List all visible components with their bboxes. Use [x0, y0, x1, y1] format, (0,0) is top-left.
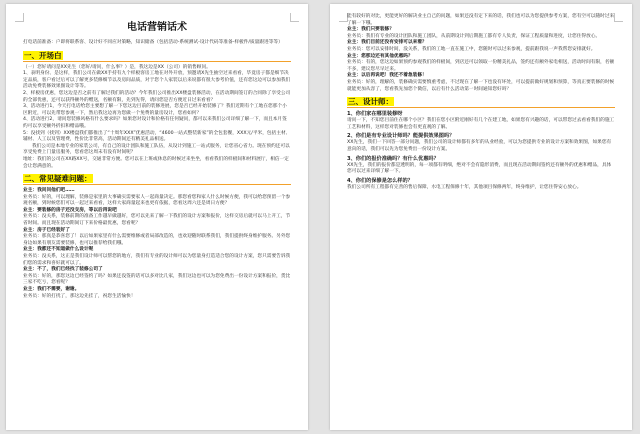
- answer: 业务员：我们有专业的设计团队和施工团队，从前期设计到后期施工都有专人负责，保证工程质量和进度，让您住得放心。: [347, 33, 601, 39]
- question: 业主：房子已经装好了: [23, 227, 70, 233]
- answer: 业务员：有的，您这边如果预约参观我们的样板间，到店还可以领取一份精美礼品，签约还有额外家电相送，活动时间有限，名额不多，建议您尽早过来。: [347, 60, 615, 72]
- document-page-1: [6, 4, 308, 430]
- question: 业主：要装修的房子还没交房，等以后再说吧: [23, 207, 117, 213]
- section-heading-faq: 二、常见疑难问题：: [23, 174, 291, 185]
- intro-paragraph: 打电话前准备：户即将联系客、设计好不同应对策略，知识储备（包括活动-系统测试-设计代码等准备-样板件/质量跟进等等）: [23, 40, 283, 45]
- answer: 业务员：那真是恭喜您了！以后如果家里有什么需要维修或者局部改造的，也欢迎随时联系我们，我们提供终身维护服务。另外您身边如果有朋友需要装修，也可以推荐给我们哦。: [23, 234, 291, 246]
- designer-question-3: 3、你们的报价准确吗？有什么优惠吗？: [347, 155, 439, 162]
- opening-point-5: 5：没找到（找到）XX楼盘我们都推出了“十周年XXX”优惠活动，“4600一站式整装新家”的全包套餐，XXX元/平米，包括主材、辅材、人工以及管理费，性价比非常高，活动期间还有精美礼品相送。: [23, 130, 291, 143]
- document-page-2: [330, 4, 632, 430]
- section-heading-designer: 三、设计师：: [347, 97, 615, 108]
- crop-mark: [15, 13, 24, 22]
- continued-paragraph: 能有较好的对比，更能更好的解决业主自己的问题，如果还没有定下来的话，我们也可以为您提供参考方案，您有空可以随时过来了解一下哦。: [347, 14, 615, 26]
- address-paragraph: 地址：我们的公司在XX路XX号，交通非常方便。您可以在上班或休息的时候过来坐坐，看看我们的样板间和材料展厅，相信一定会让您满意的。: [23, 156, 289, 169]
- question: 业主：以后再说吧！我还不着急装修！: [347, 73, 427, 79]
- answer: 业务员：没关系，这正是我们设计师可以帮您的地方，我们有专业的设计师可以为您量身打造适合您的设计方案，您只需要告诉我们您的需求和喜好就可以了。: [23, 254, 291, 266]
- opening-point-2: 2、样板房优惠，您这边是否之前有了解过我们的活动？今年我们公司推出XX楼盘装修活动，在活动期间签订的合同除了享受公司的全部优惠，还可以获得额外的赠送，名额有限，先到先得，请问您是否方便近日过来看看？: [23, 90, 291, 103]
- answer: 业务员：好的打扰了，那这边先挂了，祝您生活愉快！: [23, 293, 136, 299]
- question: 业主：我们不需要，谢谢。: [23, 287, 80, 292]
- answer: 业务员：好的，理解的，装修确实需要慎重考虑，不过现在了解一下也没有坏处，可以提前做好规划和预算，等真正要装修的时候就能更加从容了，您看我先加您个微信，以后有什么活动第一时间通知您好吗？: [347, 79, 615, 92]
- question: 业主：不了，我们已经找了装修公司了: [23, 267, 103, 273]
- crop-mark: [290, 13, 299, 22]
- question: 业主：我们目前还没有安排可以来看？: [347, 40, 427, 46]
- designer-question-2: 2、你们是有专业设计师吗？能提供效果图吗？: [347, 133, 455, 140]
- answer: 业务员：没关系，装修前期的准备工作越早做越好，您可以先来了解一下我们的设计方案和报价，这样交房后就可以马上开工，节省时间。而且现在活动期间订下来价格最优惠，您看呢？: [23, 214, 291, 227]
- designer-answer-4: 我们公司所有工程都有完善的售后保障，水电工程保修十年，其他项目保修两年，终身维护，让您住得安心放心。: [347, 184, 582, 190]
- question: 业主：我问问他们吧……: [23, 188, 75, 194]
- answer: 业务员：您可以安排时间，没关系，我们的工地一直在施工中，您随时可以过来参观，提前跟我说一声我帮您安排就好。: [347, 46, 596, 52]
- opening-point-3: 3、活动进行1，今天打电话给您主要想了解一下您这边目前的装修进展，您是否已经开始装修了？我们近期有个工地在您那个小区附近，可以先带您参观一下，然后我这边再为您做一个免费的量房设计，您看如何？: [23, 104, 287, 116]
- designer-answer-3: XX先生，我们的报价都是透明的，每一项都有明细，绝对不会有隐形消费，而且现在活动期间签约还有额外的优惠和赠品，具体您可以过来详细了解一下。: [347, 162, 612, 175]
- designer-answer-2: XX先生，我们一下回答一部分问题，我们公司的设计师都有多年的从业经验，可以为您提供专业的设计方案和效果图，如果您有意向的话，我们可以先为您免费出一份设计方案。: [347, 140, 612, 152]
- opening-point-4: 4、活动进行2，请问您装修风格有什么要求吗？如果您对设计和价格有任何疑问，都可以来我们公司详细了解一下，而且本月签约可以享受额外折扣和赠品哦。: [23, 117, 287, 129]
- doc-title: 电话营销话术: [127, 22, 187, 33]
- question: 业主：您那边还有其他优惠吗？: [347, 53, 413, 59]
- designer-answer-1: 请问一下，不知您目前住在哪个小区？我们在您小区附近刚好有几个在建工地，如果您有兴趣的话，可以带您过去看看我们的施工工艺和材料，这样您对装修也会有更直观的了解。: [347, 118, 615, 130]
- opening-sub: （一）您好请问是XX先生（您好/请问，什么事？）是，我这边是XX（公司）的销售顾问。: [23, 64, 211, 70]
- designer-question-1: 1、你们家在哪里装修呀: [347, 111, 403, 118]
- answer: 业务员：好的，那您这边已经签约了吗？如果还没签的话可以多对比几家，我们这边也可以为您免费出一份设计方案和报价，货比三家不吃亏，您看呢？: [23, 273, 291, 286]
- question: 业主：我都还不知道做什么设计呢: [23, 247, 94, 253]
- question: 业主：我们只要装修？: [347, 27, 394, 33]
- designer-question-4: 4、你们的保修是怎么样的？: [347, 177, 413, 184]
- crop-mark: [614, 13, 623, 22]
- company-intro: 我们公司是本地专业的家装公司，有自己的设计团队和施工队伍，从设计到施工一站式服务，让您省心省力。现在预约还可以享受免费上门量房服务，您看您这周末有没有时间呢？: [23, 143, 290, 156]
- answer: 业务员：好的，可以理解，装修是家里的大事确实需要家人一起商量决定。那您看您和家人什么时候方便，我可以给您预留一个参观名额，到时候您们可以一起过来看看，这样大家商量起来也更有依据，您看这周六还是周日方便？: [23, 194, 291, 207]
- section-heading-opening: 一、开场白: [23, 51, 291, 62]
- opening-point-1: 1、表明身份、是这样，我们公司在做XX手持有九个样板客房工地在对外开放，预邀请X先生抽空过来看看，毕竟房子都是细节决定品质，客户看过后可以了解更多装修细节以及房间品质，对于您个人家装以后来说都有很大参考价值，还有您这边可以参加我们活动免费装修效果图设计等等。: [23, 71, 291, 90]
